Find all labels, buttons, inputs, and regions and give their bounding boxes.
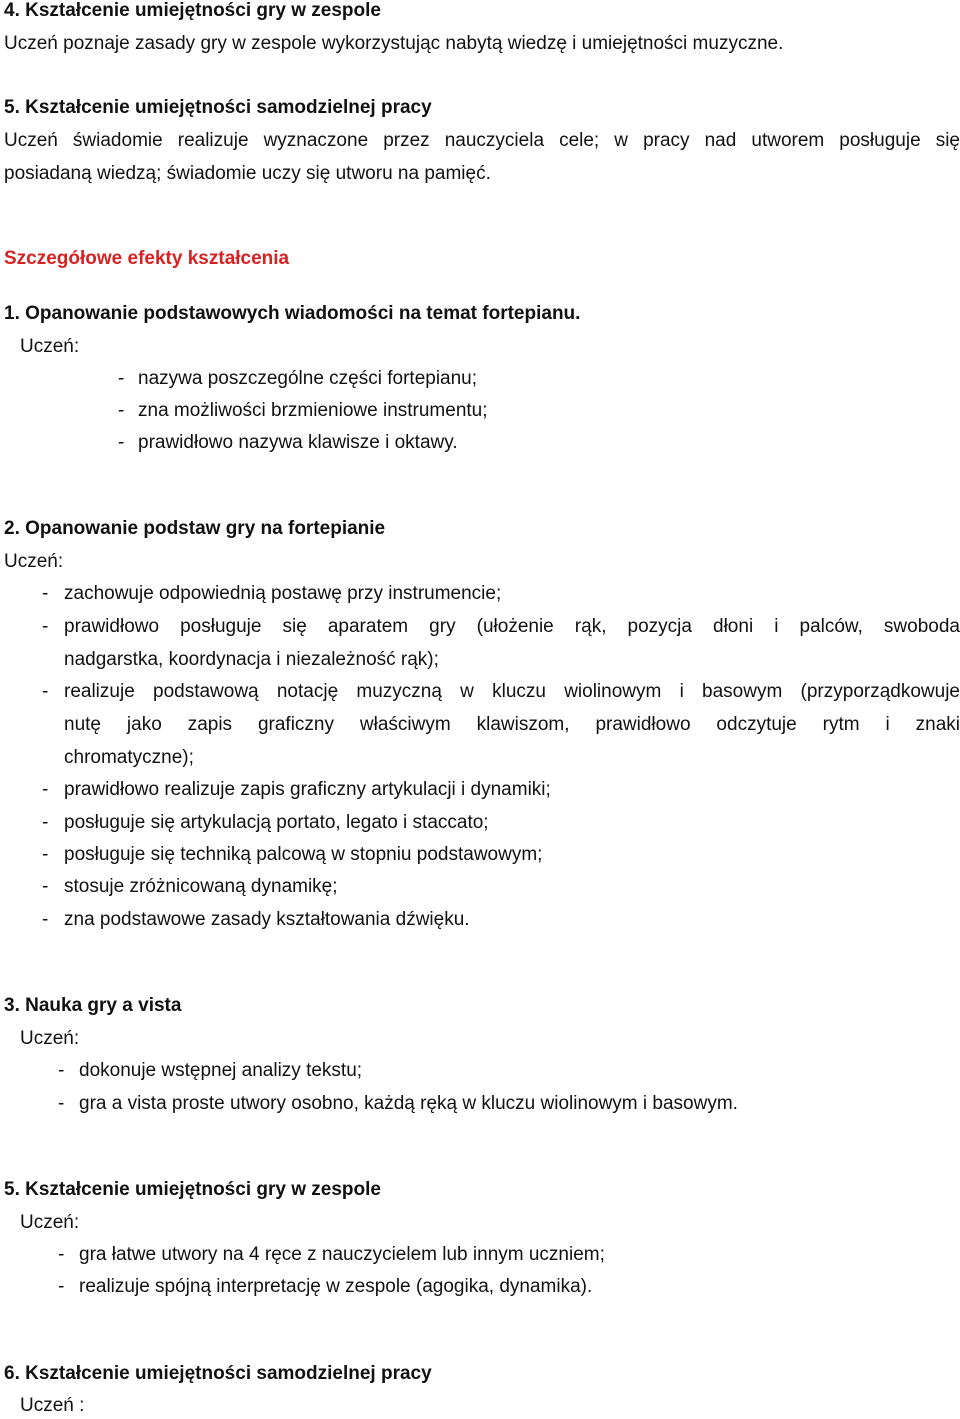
list-dash: - [58,1093,65,1114]
paragraph: Uczeń poznaje zasady gry w zespole wykorzystując nabytą wiedzę i umiejętności muzyczne. [4,33,784,54]
list-dash: - [58,1060,65,1081]
list-item: zna podstawowe zasady kształtowania dźwięku. [64,909,470,930]
list-item: posługuje się techniką palcową w stopniu podstawowym; [64,844,543,865]
paragraph: posiadaną wiedzą; świadomie uczy się utworu na pamięć. [4,163,491,184]
student-label: Uczeń: [20,336,80,357]
list-dash: - [118,368,125,389]
list-dash: - [42,909,49,930]
student-label: Uczeń: [4,551,64,572]
list-dash: - [42,844,49,865]
list-dash: - [42,681,49,702]
student-label: Uczeń: [20,1028,80,1049]
student-label: Uczeń : [20,1395,85,1416]
list-item: nazywa poszczególne części fortepianu; [138,368,478,389]
subsection-heading: 5. Kształcenie umiejętności gry w zespole [4,1179,381,1200]
list-item: prawidłowo posługuje się aparatem gry (ułożenie rąk, pozycja dłoni i palców, swoboda [64,616,960,637]
list-dash: - [118,432,125,453]
paragraph: Uczeń świadomie realizuje wyznaczone przez nauczyciela cele; w pracy nad utworem posługuje się [4,130,960,151]
section-heading: 4. Kształcenie umiejętności gry w zespole [4,0,381,21]
list-dash: - [42,616,49,637]
subsection-heading: 6. Kształcenie umiejętności samodzielnej pracy [4,1363,432,1384]
list-dash: - [42,779,49,800]
list-item: gra a vista proste utwory osobno, każdą ręką w kluczu wiolinowym i basowym. [79,1093,738,1114]
list-item: dokonuje wstępnej analizy tekstu; [79,1060,363,1081]
detailed-outcomes-title: Szczegółowe efekty kształcenia [4,248,290,269]
list-item: gra łatwe utwory na 4 ręce z nauczycielem lub innym uczniem; [79,1244,605,1265]
list-item: realizuje spójną interpretację w zespole (agogika, dynamika). [79,1276,593,1297]
list-item: posługuje się artykulacją portato, legato i staccato; [64,812,489,833]
list-item-continuation: chromatyczne); [64,747,194,768]
list-dash: - [42,583,49,604]
list-dash: - [58,1276,65,1297]
list-dash: - [58,1244,65,1265]
list-item: stosuje zróżnicowaną dynamikę; [64,876,338,897]
list-dash: - [42,876,49,897]
list-item: realizuje podstawową notację muzyczną w kluczu wiolinowym i basowym (przyporządkowuje [64,681,960,702]
list-item: zna możliwości brzmieniowe instrumentu; [138,400,488,421]
list-item: prawidłowo nazywa klawisze i oktawy. [138,432,458,453]
list-dash: - [118,400,125,421]
list-dash: - [42,812,49,833]
list-item: zachowuje odpowiednią postawę przy instrumencie; [64,583,502,604]
list-item: prawidłowo realizuje zapis graficzny artykulacji i dynamiki; [64,779,551,800]
subsection-heading: 3. Nauka gry a vista [4,995,182,1016]
list-item-continuation: nadgarstka, koordynacja i niezależność rąk); [64,649,439,670]
list-item-continuation: nutę jako zapis graficzny właściwym klawiszom, prawidłowo odczytuje rytm i znaki [64,714,960,735]
student-label: Uczeń: [20,1212,80,1233]
section-heading: 5. Kształcenie umiejętności samodzielnej pracy [4,97,432,118]
subsection-heading: 2. Opanowanie podstaw gry na fortepianie [4,518,386,539]
subsection-heading: 1. Opanowanie podstawowych wiadomości na temat fortepianu. [4,303,581,324]
